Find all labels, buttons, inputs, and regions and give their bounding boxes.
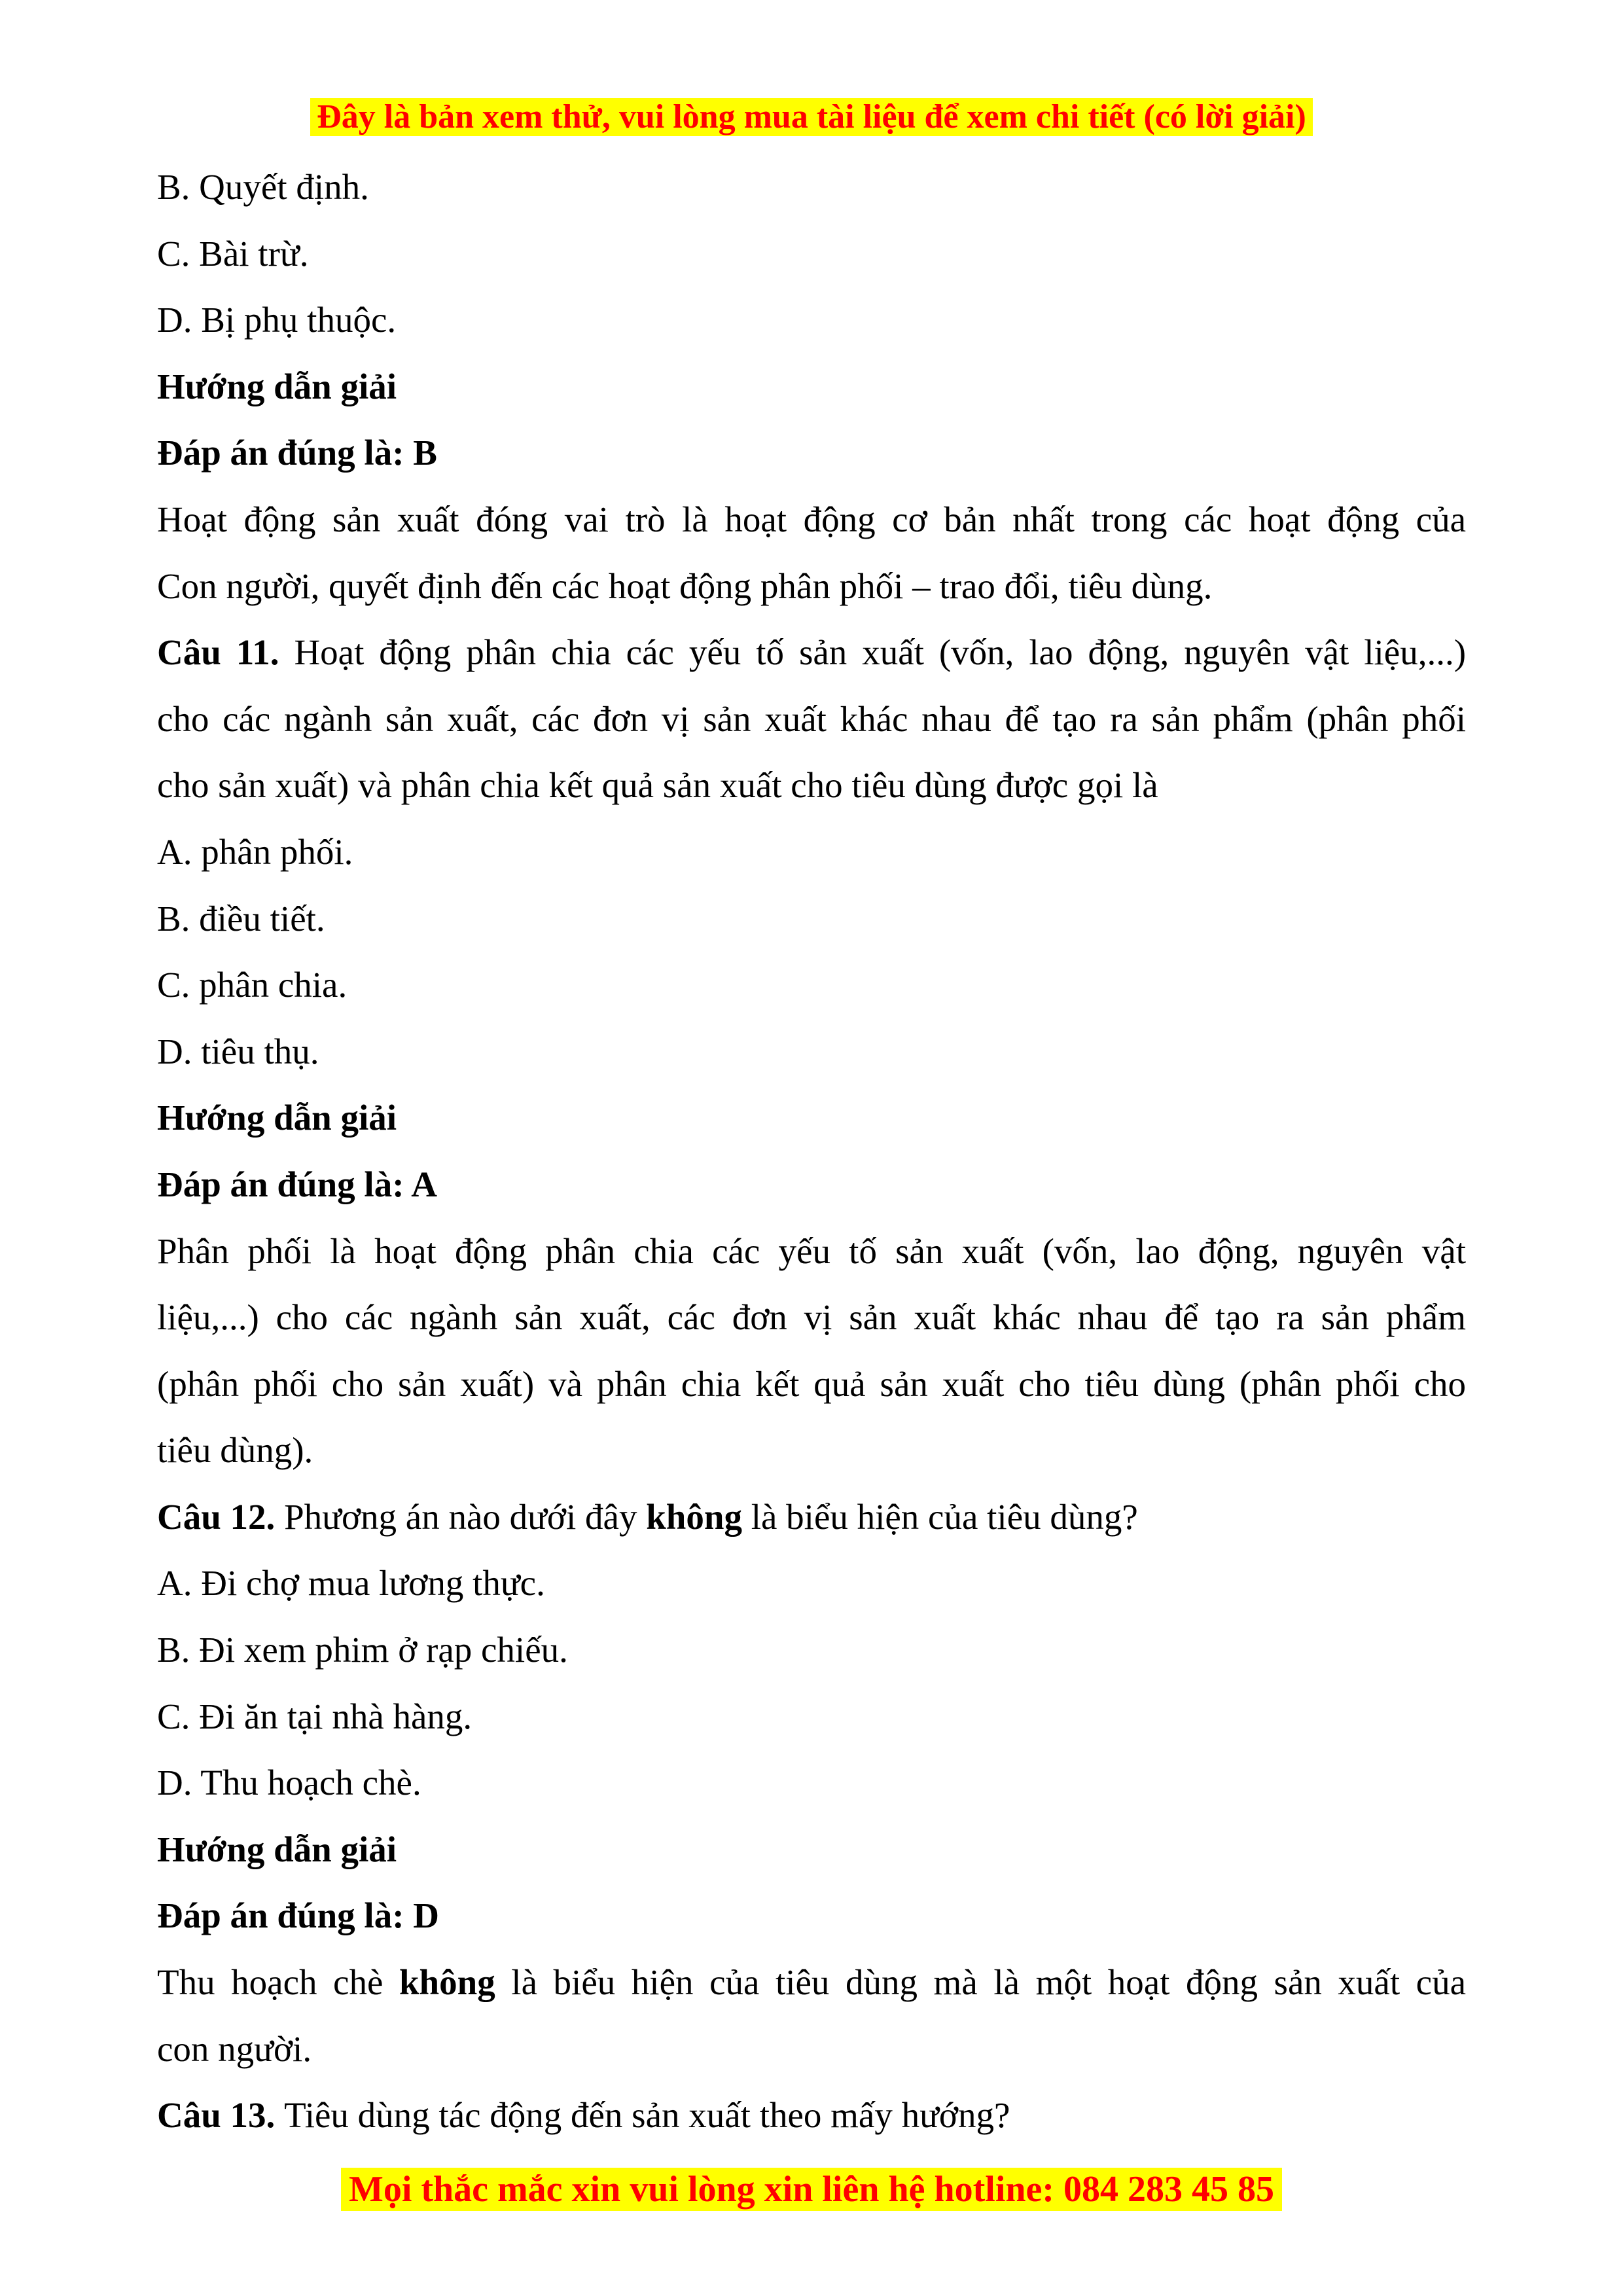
document-line: [157, 2016, 1466, 2083]
document-line: [157, 1949, 1466, 2016]
document-line: [157, 886, 1466, 952]
text-segment: cho sản xuất) và phân chia kết quả sản xuất cho tiêu dùng được gọi là: [157, 765, 1158, 806]
document-line: [157, 1484, 1466, 1551]
text-segment: cho các ngành sản xuất, các đơn vị sản xuất khác nhau để tạo ra sản phẩm (phân phối: [157, 698, 1466, 739]
bold-text-segment: Hướng dẫn giải: [157, 366, 397, 406]
document-line: [157, 221, 1466, 287]
text-segment: tiêu dùng).: [157, 1430, 313, 1471]
text-segment: (phân phối cho sản xuất) và phân chia kết quả sản xuất cho tiêu dùng (phân phối cho: [157, 1363, 1466, 1404]
text-segment: A. phân phối.: [157, 831, 353, 872]
document-line: [157, 1218, 1466, 1285]
text-segment: Thu hoạch chè: [157, 1962, 399, 2003]
document-line: [157, 1151, 1466, 1218]
text-segment: Tiêu dùng tác động đến sản xuất theo mấy hướng?: [284, 2095, 1010, 2136]
bold-text-segment: Đáp án đúng là: D: [157, 1895, 439, 1936]
document-line: [157, 1617, 1466, 1683]
document-line: [157, 486, 1466, 553]
text-segment: con người.: [157, 2028, 312, 2069]
footer-notice-row: [0, 2168, 1623, 2211]
text-segment: Hoạt động phân chia các yếu tố sản xuất (vốn, lao động, nguyên vật liệu,...): [294, 632, 1467, 673]
header-notice-row: [0, 98, 1623, 136]
document-line: [157, 752, 1466, 819]
document-line: [157, 1816, 1466, 1883]
bold-text-segment: Câu 13.: [157, 2095, 285, 2136]
bold-text-segment: Đáp án đúng là: A: [157, 1164, 437, 1204]
bold-text-segment: Câu 11.: [157, 632, 294, 673]
text-segment: D. Thu hoạch chè.: [157, 1763, 421, 1803]
text-segment: Con người, quyết định đến các hoạt động phân phối – trao đổi, tiêu dùng.: [157, 565, 1213, 606]
document-line: [157, 1683, 1466, 1750]
document-line: [157, 353, 1466, 420]
text-segment: B. Quyết định.: [157, 167, 369, 207]
bold-text-segment: không: [399, 1962, 495, 2003]
document-line: [157, 686, 1466, 753]
document-line: [157, 1284, 1466, 1351]
document-line: [157, 154, 1466, 221]
document-line: [157, 420, 1466, 486]
text-segment: Hoạt động sản xuất đóng vai trò là hoạt động cơ bản nhất trong các hoạt động của: [157, 499, 1466, 539]
document-line: [157, 287, 1466, 353]
document-line: [157, 1018, 1466, 1085]
text-segment: D. Bị phụ thuộc.: [157, 300, 397, 340]
header-preview-notice: Đây là bản xem thử, vui lòng mua tài liệu để xem chi tiết (có lời giải): [310, 98, 1313, 136]
text-segment: A. Đi chợ mua lương thực.: [157, 1563, 545, 1604]
text-segment: B. Đi xem phim ở rạp chiếu.: [157, 1630, 568, 1670]
text-segment: là biểu hiện của tiêu dùng?: [741, 1496, 1138, 1537]
footer-hotline-notice: Mọi thắc mắc xin vui lòng xin liên hệ hotline: 084 283 45 85: [341, 2168, 1282, 2211]
text-segment: Phương án nào dưới đây: [284, 1496, 647, 1537]
text-segment: là biểu hiện của tiêu dùng mà là một hoạt động sản xuất của: [495, 1962, 1467, 2003]
document-line: [157, 1550, 1466, 1617]
document-line: [157, 1749, 1466, 1816]
document-line: [157, 819, 1466, 886]
document-line: [157, 1085, 1466, 1151]
bold-text-segment: không: [646, 1496, 742, 1537]
bold-text-segment: Đáp án đúng là: B: [157, 433, 437, 473]
text-segment: C. Bài trừ.: [157, 233, 309, 274]
bold-text-segment: Hướng dẫn giải: [157, 1829, 397, 1869]
text-segment: B. điều tiết.: [157, 898, 325, 939]
bold-text-segment: Hướng dẫn giải: [157, 1098, 397, 1138]
document-line: [157, 2082, 1466, 2149]
text-segment: C. phân chia.: [157, 965, 348, 1005]
document-line: [157, 619, 1466, 686]
text-segment: C. Đi ăn tại nhà hàng.: [157, 1696, 473, 1736]
text-segment: liệu,...) cho các ngành sản xuất, các đơn vị sản xuất khác nhau để tạo ra sản phẩm: [157, 1297, 1466, 1338]
document-line: [157, 1417, 1466, 1484]
text-segment: Phân phối là hoạt động phân chia các yếu tố sản xuất (vốn, lao động, nguyên vật: [157, 1230, 1466, 1271]
document-line: [157, 1882, 1466, 1949]
text-segment: D. tiêu thụ.: [157, 1031, 319, 1071]
document-body: [157, 154, 1466, 2149]
document-line: [157, 952, 1466, 1018]
document-line: [157, 1351, 1466, 1418]
bold-text-segment: Câu 12.: [157, 1496, 285, 1537]
document-line: [157, 553, 1466, 620]
